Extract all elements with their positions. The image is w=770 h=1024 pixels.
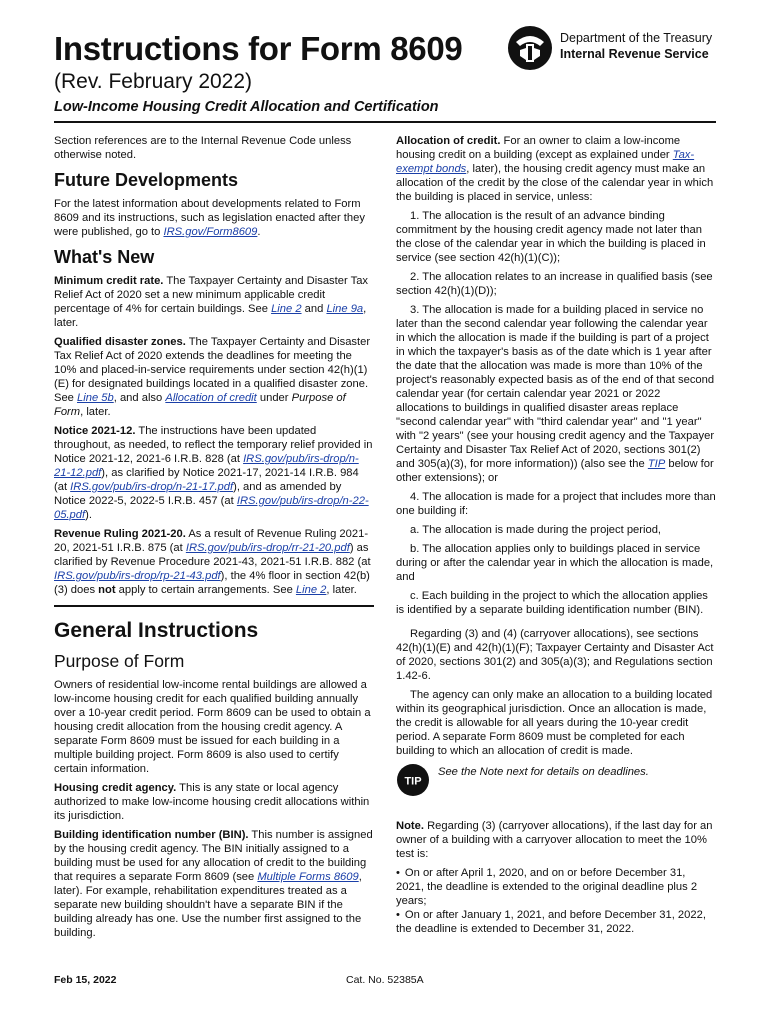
future-developments-heading: Future Developments	[54, 170, 239, 190]
left-column	[54, 134, 374, 945]
purpose-text: Owners of residential low-income rental buildings are allowed a low-income housing credit for each qualified building annually over a 10-year credit period. Form 8609 can be used to obtain a housing credit allocation from the housing credit agency. A separate Form 8609 must be issued for each building in a multiple building project. Form 8609 is also used to certify certain information.	[54, 679, 371, 775]
min-credit-paragraph: Minimum credit rate. The Taxpayer Certainty and Disaster Tax Relief Act of 2020 set a new minimum applicable credit percentage of 4% for certain buildings. See Line 2 and Line 9a, later.	[54, 275, 369, 329]
list-item: 3. The allocation is made for a building placed in service no later than the second calendar year following the calendar year in which the allocation is made if the building is part of a project in which the taxpayer's basis as of the date which is 1 year after the date that the allocation was made is more than 10% of the project's reasonably expected basis as of the end of that second calendar year (for certain calendar year 2021 or 2022 allocations to buildings in qualified disaster areas replace "second calendar year" with "third calendar year" and "1 year" with "2 years" (see your housing credit agency and the Taxpayer Certainty and Disaster Tax Relief Act of 2020, sections 301(2) and 305(a)(3), for more information)) (also see the TIP below for other extensions); or	[396, 304, 715, 484]
svg-text:TIP: TIP	[404, 775, 422, 788]
multiple-forms-link[interactable]: Multiple Forms 8609	[257, 871, 359, 883]
tax-exempt-bonds-link[interactable]: Tax-exempt bonds	[396, 149, 695, 175]
intro-text: Section references are to the Internal Revenue Code unless otherwise noted.	[54, 135, 352, 161]
note-paragraph: Note. Regarding (3) (carryover allocations), if the last day for an owner of a building with a carryover allocation to meet the 10% test is:	[396, 820, 713, 860]
department-name: Department of the Treasury	[560, 31, 713, 45]
form8609-link[interactable]: IRS.gov/Form8609	[163, 226, 258, 238]
document-title: Instructions for Form 8609	[54, 30, 463, 67]
general-instructions-heading: General Instructions	[54, 619, 259, 642]
agency-paragraph: The agency can only make an allocation to a building located within its geographical jurisdiction. Once an allocation is made, the credit is allowable for all years during the 10-year credit period. A separate Form 8609 must be completed for each building to which an allocation of credit is made.	[396, 689, 713, 757]
disaster-zones-paragraph: Qualified disaster zones. The Taxpayer Certainty and Disaster Tax Relief Act of 2020 extends the deadlines for meeting the 10% and placed-in-service requirements under section 42(h)(1)(E) for designated buildings located in a qualified disaster zone. See Line 5b, and also Allocation of credit under Purpose of Form, later.	[54, 336, 371, 418]
sub-list-item: b. The allocation applies only to buildings placed in service during or after the calendar year in which the allocation is made, and	[396, 543, 714, 583]
sub-list-item: a. The allocation is made during the project period,	[410, 524, 662, 536]
section-divider	[54, 605, 374, 607]
bin-paragraph: Building identification number (BIN). This number is assigned by the housing credit agency. The BIN initially assigned to a building must be used for any allocation of credit to the building that requires a separate Form 8609 (see Multiple Forms 8609, later). For example, rehabilitation expenditures treated as a separate new building shouldn't have a separate BIN if the building already has one. Use the number first assigned to the building.	[54, 829, 373, 939]
document-subtitle: Low-Income Housing Credit Allocation and Certification	[54, 99, 439, 115]
rp-21-43-link[interactable]: IRS.gov/pub/irs-drop/rp-21-43.pdf	[54, 570, 221, 582]
line2-link[interactable]: Line 2	[271, 303, 302, 315]
housing-agency-paragraph: Housing credit agency. This is any state or local agency authorized to make low-income housing credit allocations within its jurisdiction.	[54, 782, 370, 822]
notice-paragraph: Notice 2021-12. The instructions have been updated throughout, as needed, to reflect the temporary relief provided in Notice 2021-12, 2021-6 I.R.B. 828 (at IRS.gov/pub/irs-drop/n-21-12.pdf), as clarified by Notice 2021-17, 2021-14 I.R.B. 984 (at IRS.gov/pub/irs-drop/n-21-17.pdf), and as amended by Notice 2022-5, 2022-5 I.R.B. 457 (at IRS.gov/pub/irs-drop/n-22-05.pdf).	[54, 425, 373, 521]
allocation-of-credit-link[interactable]: Allocation of credit	[165, 392, 257, 404]
agency-name: Internal Revenue Service	[560, 47, 709, 61]
tip-text: See the Note next for details on deadlines.	[438, 766, 649, 778]
right-column	[396, 134, 716, 941]
footer-catalog-number: Cat. No. 52385A	[346, 974, 424, 986]
notice-22-05-link[interactable]: IRS.gov/pub/irs-drop/n-22-05.pdf	[54, 495, 369, 521]
header-divider	[54, 121, 716, 123]
sub-list-item: c. Each building in the project to which the allocation applies is identified by a separate building identification number (BIN).	[396, 590, 708, 616]
allocation-paragraph: Allocation of credit. For an owner to claim a low-income housing credit on a building (except as explained under Tax-exempt bonds, later), the housing credit agency must make an allocation of the credit by the close of the calendar year in which the building is placed in service, unless:	[396, 135, 714, 203]
purpose-heading: Purpose of Form	[54, 651, 185, 671]
list-item: 4. The allocation is made for a project that includes more than one building if:	[396, 491, 716, 517]
revenue-ruling-paragraph: Revenue Ruling 2021-20. As a result of Revenue Ruling 2021-20, 2021-51 I.R.B. 875 (at IRS.gov/pub/irs-drop/rr-21-20.pdf) as clarified by Revenue Procedure 2021-43, 2021-51 I.R.B. 882 (at IRS.gov/pub/irs-drop/rp-21-43.pdf), the 4% floor in section 42(b)(3) does not apply to certain arrangements. See Line 2, later.	[54, 528, 371, 596]
footer-date: Feb 15, 2022	[54, 974, 117, 986]
list-item: 1. The allocation is the result of an advance binding commitment by the housing credit agency made not later than the close of the calendar year in which the building is placed in service (see section 42(h)(1)(C));	[396, 210, 706, 264]
line9a-link[interactable]: Line 9a	[326, 303, 364, 315]
future-developments-text: For the latest information about developments related to Form 8609 and its instructions, such as legislation enacted after they were published, go to IRS.gov/Form8609.	[54, 198, 365, 238]
tip-callout	[396, 763, 716, 805]
revision-date: (Rev. February 2022)	[54, 70, 253, 93]
tip-icon	[396, 763, 430, 797]
regarding-paragraph: Regarding (3) and (4) (carryover allocations), see sections 42(h)(1)(E) and 42(h)(1)(F); Taxpayer Certainty and Disaster Act of 2020, sections 301(2) and 305(a)(3); and Regulations section 1.42-6.	[396, 628, 714, 682]
tip-link[interactable]: TIP	[647, 458, 666, 470]
notice-21-12-link[interactable]: IRS.gov/pub/irs-drop/n-21-12.pdf	[54, 453, 359, 479]
whats-new-heading: What's New	[54, 247, 155, 267]
rr-21-20-link[interactable]: IRS.gov/pub/irs-drop/rr-21-20.pdf	[185, 542, 350, 554]
bullet-item: • On or after January 1, 2021, and before December 31, 2022, the deadline is extended to December 31, 2022.	[396, 908, 716, 936]
bullet-item: • On or after April 1, 2020, and on or before December 31, 2021, the deadline is extended to the original deadline plus 2 years;	[396, 866, 716, 908]
line5b-link[interactable]: Line 5b	[77, 392, 114, 404]
notice-21-17-link[interactable]: IRS.gov/pub/irs-drop/n-21-17.pdf	[70, 481, 234, 493]
line2-link-2[interactable]: Line 2	[295, 584, 327, 596]
list-item: 2. The allocation relates to an increase in qualified basis (see section 42(h)(1)(D));	[396, 271, 713, 297]
agency-block	[506, 24, 721, 74]
irs-eagle-logo	[506, 24, 554, 72]
